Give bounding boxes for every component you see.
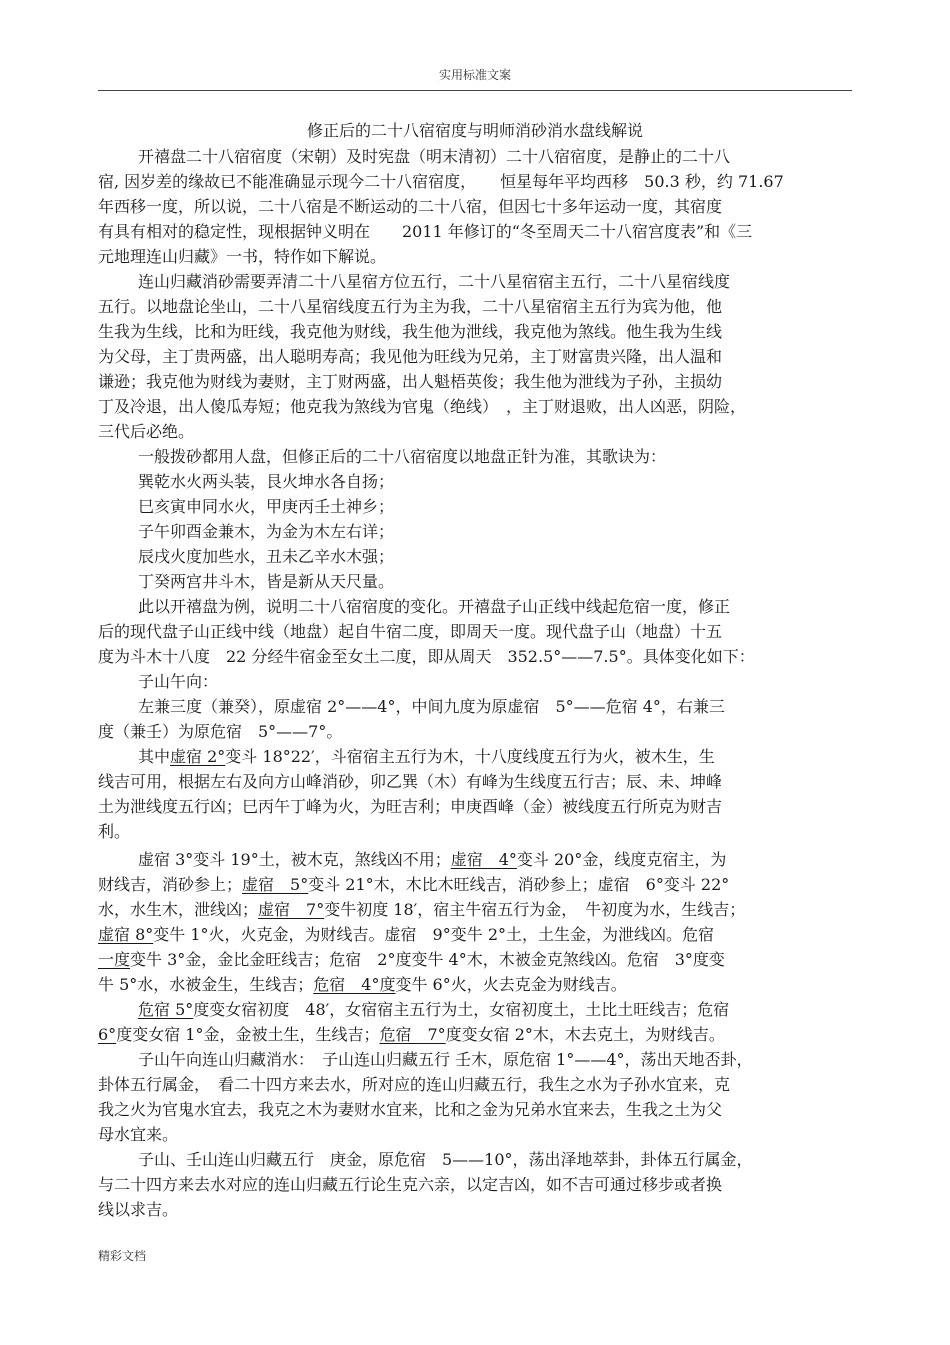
text-line [98,972,853,997]
text-span: 财线吉，消砂参上； [98,875,243,894]
text-span: 虚宿 3°变斗 19°土，被木克，煞线凶不用； [138,850,451,869]
text-line: 后的现代盘子山正线中线（地盘）起自牛宿二度，即周天一度。现代盘子山（地盘）十五 [98,622,723,641]
text-line: 巽乾水火两头装，艮火坤水各自扬； [138,472,395,491]
text-span: 度变女宿 2°木，木去克土，为财线吉。 [445,1025,725,1044]
text-line: 子午卯酉金兼木，为金为木左右详； [138,522,395,541]
text-line: 为父母，主丁贵两盛，出人聪明寿高；我见他为旺线为兄弟，主丁财富贵兴隆，出人温和 [98,347,723,366]
text-span: 变牛 1°火，火克金，为财线吉。虚宿 9°变牛 2°土，土生金，为泄线凶。危宿 [153,925,714,944]
text-span: 变斗 21°木，木比木旺线吉，消砂参上；虚宿 6°变斗 22° [308,875,730,894]
underlined-term: 虚宿 5° [242,875,309,894]
running-header: 实用标准文案 [438,68,511,82]
document-body [98,144,853,1222]
text-line: 元地理连山归藏》一书，特作如下解说。 [98,247,387,266]
text-line: 线吉可用，根据左右及向方山峰消砂，卯乙巽（木）有峰为生线度五行吉；辰、未、坤峰 [98,772,723,791]
text-line: 母水宜来。 [98,1125,179,1144]
text-line: 生我为生线，比和为旺线，我克他为财线，我生他为泄线，我克他为煞线。他生我为生线 [98,322,723,341]
text-line: 土为泄线度五行凶；巳丙午丁峰为火，为旺吉利；申庚酉峰（金）被线度五行所克为财吉 [98,797,723,816]
text-line: 线以求吉。 [98,1200,179,1219]
text-line: 一般拨砂都用人盘，但修正后的二十八宿宿度以地盘正针为准，其歌诀为： [138,447,667,466]
text-line [98,947,853,972]
text-line: 子山、壬山连山归藏五行 庚金，原危宿 5——10°，荡出泽地萃卦，卦体五行属金， [138,1150,753,1169]
text-line: 此以开禧盘为例，说明二十八宿宿度的变化。开禧盘子山正线中线起危宿一度，修正 [138,597,731,616]
text-line [98,997,853,1022]
text-line: 度为斗木十八度 22 分经牛宿金至女土二度，即从周天 352.5°——7.5°。具体变化如下： [98,647,755,666]
text-line [98,872,853,897]
underlined-term: 一度 [98,950,131,969]
underlined-term: 危宿 4°度 [313,975,396,994]
header-divider [98,90,852,91]
text-line [98,897,853,922]
text-span: 变牛初度 18′，宿主牛宿五行为金， 牛初度为水，生线吉； [324,900,746,919]
underlined-term: 虚宿 4° [450,850,517,869]
underlined-term: 虚宿 8° [98,925,154,944]
text-line: 辰戌火度加些水，丑未乙辛水木强； [138,547,395,566]
text-span: 变斗 18°22′，斗宿宿主五行为木，十八度线度五行为火，被木生，生 [225,747,715,766]
text-line: 丁及冷退，出人傻瓜寿短；他克我为煞线为官鬼（绝线） ，主丁财退败，出人凶恶，阴险， [98,397,747,416]
text-line: 丁癸两宫井斗木，皆是新从天尺量。 [138,572,395,591]
text-line: 年西移一度，所以说，二十八宿是不断运动的二十八宿，但因七十多年运动一度，其宿度 [98,197,723,216]
text-line: 我之火为官鬼水宜去，我克之木为妻财水宜来，比和之金为兄弟水宜来去，生我之土为父 [98,1100,723,1119]
document-title: 修正后的二十八宿宿度与明师消砂消水盘线解说 [306,121,643,140]
text-line: 开禧盘二十八宿宿度（宋朝）及时宪盘（明末清初）二十八宿宿度，是静止的二十八 [138,147,731,166]
text-line [98,847,853,872]
text-line: 五行。以地盘论坐山，二十八星宿线度五行为主为我，二十八星宿宿主五行为宾为他，他 [98,297,723,316]
text-line: 左兼三度（兼癸），原虚宿 2°——4°，中间九度为原虚宿 5°——危宿 4°，右兼三 [138,697,725,716]
text-line: 与二十四方来去水对应的连山归藏五行论生克六亲，以定吉凶，如不吉可通过移步或者换 [98,1175,723,1194]
text-span: 变牛 6°火，火去克金为财线吉。 [395,975,627,994]
text-line [98,922,853,947]
underlined-term: 虚宿 7° [258,900,325,919]
text-line: 三代后必绝。 [98,422,195,441]
underlined-term: 危宿 7° [379,1025,446,1044]
underlined-term: 虚宿 2° [170,747,226,766]
text-line: 巳亥寅申同水火，甲庚丙壬土神乡； [138,497,395,516]
text-line: 度（兼壬）为原危宿 5°——7°。 [98,722,343,741]
text-line: 子山午向： [138,672,219,691]
text-line: 有具有相对的稳定性，现根据钟义明在 2011 年修订的“冬至周天二十八宿宫度表”和《三 [98,222,753,241]
text-span: 其中 [138,747,171,766]
text-line [98,1022,853,1047]
text-span: 牛 5°水，水被金生，生线吉； [98,975,314,994]
running-footer: 精彩文档 [98,1249,147,1263]
text-line [98,744,853,769]
text-line: 子山午向连山归藏消水： 子山连山归藏五行 壬木，原危宿 1°——4°，荡出天地否卦， [138,1050,753,1069]
text-line: 卦体五行属金， 看二十四方来去水，所对应的连山归藏五行，我生之水为子孙水宜来，克 [98,1075,731,1094]
text-span: 变斗 20°金，线度克宿主，为 [516,850,727,869]
text-line: 利。 [98,822,131,841]
text-span: 水，水生木，泄线凶； [98,900,259,919]
text-span: 度变女宿 1°金，金被土生，生线吉； [116,1025,380,1044]
text-span: 变牛 3°金，金比金旺线吉；危宿 2°度变牛 4°木，木被金克煞线凶。危宿 3°度变 [130,950,725,969]
text-line: 宿, 因岁差的缘故已不能准确显示现今二十八宿宿度， 恒星每年平均西移 50.3 秒，约 71.67 [98,172,784,191]
underlined-term: 6° [98,1025,117,1044]
underlined-term: 危宿 5° [138,1000,194,1019]
text-line: 连山归藏消砂需要弄清二十八星宿方位五行，二十八星宿宿主五行，二十八星宿线度 [138,272,731,291]
text-span: 度变女宿初度 48′，女宿宿主五行为土，女宿初度土，土比土旺线吉；危宿 [193,1000,730,1019]
text-line: 谦逊；我克他为财线为妻财，主丁财两盛，出人魁梧英俊；我生他为泄线为子孙，主损幼 [98,372,723,391]
